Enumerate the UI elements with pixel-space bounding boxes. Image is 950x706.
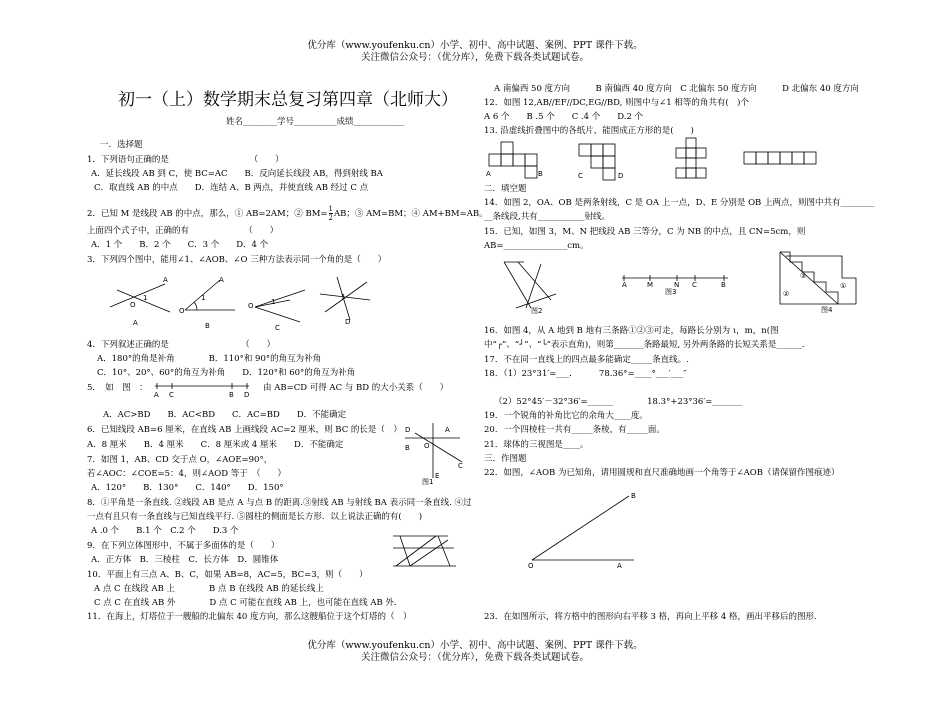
q10-stem: 10．平面上有三点 A、B、C，如果 AB=8，AC=5，BC=3，则（ ） — [87, 570, 368, 580]
q11-options: A 南偏西 50 度方向 B 南偏西 40 度方向 C 北偏东 50 度方向 D 北偏东 40 度方向 — [494, 84, 859, 94]
q22-angle-figure — [524, 488, 654, 570]
footer-line-1: 优分库（www.youfenku.cn）小学、初中、高中试题、案例、PPT 课件下载。 — [307, 640, 643, 651]
q9-options: A．正方体 B．三棱柱 C．长方体 D．圆锥体 — [91, 555, 279, 565]
figure-2 — [496, 256, 566, 316]
page-title: 初一（上）数学期末总复习第四章（北师大） — [118, 90, 458, 110]
figure-3 — [620, 272, 732, 294]
q16-line2: 中“┌”、“┘”、“└”表示直角)，则第_______条路最短, 另外两条路的长短关系是______. — [484, 340, 805, 350]
q14-line2: __条线段,共有___________射线。 — [484, 212, 610, 222]
q8-stem: 8．①平角是一条直线. ②线段 AB 是点 A 与点 B 的距离.③射线 AB 与射线 BA 表示同一条直线. ④过 — [87, 498, 472, 508]
q20-stem: 20．一个四棱柱一共有_____条棱，有_____面。 — [484, 425, 665, 435]
q1-stem: 1．下列语句正确的是 （ ） — [87, 155, 284, 165]
fig3-point-n: N — [674, 281, 680, 289]
q11-stem: 11．在海上，灯塔位于一艘船的北偏东 40 度方向，那么这艘船位于这个灯塔的（ ） — [87, 612, 412, 622]
q21-stem: 21．球体的三视图是____。 — [484, 440, 589, 450]
q3-fig-c-label-1: 1 — [271, 298, 276, 306]
q12-figure — [388, 532, 460, 574]
section-drawing: 三．作图题 — [484, 454, 527, 464]
q2-line2: 上面四个式子中，正确的有 （ ） — [87, 226, 279, 236]
fig3-point-c: C — [692, 281, 697, 289]
q12-options: A 6 个 B .5 个 C .4 个 D.2 个 — [484, 112, 644, 122]
svg-text:①: ① — [840, 282, 847, 290]
footer-line-2: 关注微信公众号：（优分库），免费下载各类试题试卷。 — [360, 652, 589, 663]
q3-label-a: A — [133, 319, 138, 327]
q10-options-b: C 点 C 在直线 AB 外 D 点 C 可能在直线 AB 上，也可能在直线 AB 外． — [94, 598, 403, 608]
q8-line2: 一点有且只有一条直线与已知直线平行. ⑤圆柱的侧面是长方形．以上说法正确的有( ) — [87, 512, 423, 522]
q3-figure-c — [248, 290, 305, 332]
q10-options-a: A 点 C 在线段 AB 上 B 点 B 在线段 AB 的延长线上 — [94, 584, 324, 594]
section-choice: 一．选择题 — [100, 140, 143, 150]
q3-fig-b-label-o: O — [179, 307, 185, 315]
q3-fig-a-label-1: 1 — [143, 294, 148, 302]
q4-options-a: A．180°的角是补角 B．110°和 90°的角互为补角 — [97, 354, 322, 364]
q14-stem: 14．如图 2，OA、OB 是两条射线，C 是 OA 上一点，D、E 分别是 OB 上两点，则图中共有________ — [484, 198, 875, 208]
q7-options: A．120° B．130° C．140° D．150° — [91, 483, 284, 493]
q7-figure-1 — [400, 418, 470, 486]
q5-point-a: A — [154, 391, 159, 399]
fig22-point-o: O — [528, 562, 534, 570]
q13-net-d — [676, 138, 706, 178]
q5-stem-b: 由 AB=CD 可得 AC 与 BD 的大小关系（ ） — [263, 383, 449, 393]
fig4-caption: 图4 — [821, 306, 833, 314]
q5-stem-a: 5． 如 图 ： — [87, 383, 148, 393]
fig1-point-b: B — [405, 444, 410, 452]
q3-fig-a-label-a: A — [163, 276, 168, 284]
q5-point-c: C — [169, 391, 174, 399]
q3-figure-d — [320, 277, 370, 326]
fig22-point-a: A — [617, 562, 622, 570]
q16-stem: 16．如图 4，从 A 地到 B 地有三条路①②③可走，每路长分别为 ι，m，n(图 — [484, 326, 779, 336]
q2-stem: 2．已知 M 是线段 AB 的中点，那么，① AB=2AM；② BM= $\frac{1}{2}$ AB；③ AM=BM；④ AM+BM=AB。 — [87, 205, 488, 222]
q3-label-d: D — [345, 318, 351, 326]
q17-stem: 17．不在同一直线上的四点最多能确定_____条直线。. — [484, 355, 689, 365]
q13-label-c: C — [578, 172, 583, 180]
fig22-point-b: B — [631, 492, 636, 500]
q13-net-a — [486, 142, 543, 178]
fig1-point-a: A — [445, 426, 450, 434]
q6-stem: 6．已知线段 AB=6 厘米，在直线 AB 上画线段 AC=2 厘米，则 BC 的长是（ ） — [87, 425, 402, 435]
fig3-point-m: M — [647, 281, 654, 289]
q19-stem: 19．一个锐角的补角比它的余角大____度。 — [484, 411, 648, 421]
q1-options-b: C．取直线 AB 的中点 D．连结 A、B 两点，并使直线 AB 经过 C 点 — [94, 183, 369, 193]
q13-label-d: D — [618, 172, 624, 180]
q3-fig-d-label-1: 1 — [341, 293, 346, 301]
q12-stem: 12．如图 12,AB//EF//DC,EG//BD, 则图中与∠1 相等的角共有( )个 — [484, 98, 749, 108]
fig2-caption: 图2 — [531, 307, 543, 315]
q4-options-b: C．10°、20°、60°的角互为补角 D．120°和 60°的角互为补角 — [97, 368, 356, 378]
q7-line2: 若∠AOC：∠COE=5：4，则∠AOD 等于 （ ） — [87, 469, 286, 479]
fig1-point-e: E — [435, 472, 440, 480]
q3-figure-a — [110, 276, 170, 327]
q13-stem: 13. 沿虚线折叠图中的各纸片，能围成正方形的是( ) — [484, 126, 694, 136]
fig3-point-b: B — [721, 281, 726, 289]
fig3-caption: 图3 — [665, 288, 677, 296]
q3-stem: 3．下列四个图中，能用∠1、∠AOB、∠O 三种方法表示同一个角的是（ ） — [87, 255, 387, 265]
q3-fig-c-label-o: O — [248, 302, 254, 310]
q18-stem: 18．（1）23°31′=___． 78.36°=____°___′___″ — [484, 369, 687, 379]
q3-fig-a-label-o: O — [130, 301, 136, 309]
q9-stem: 9．在下列立体图形中，不属于多面体的是（ ） — [87, 541, 280, 551]
header-line-2: 关注微信公众号：（优分库），免费下载各类试题试卷。 — [360, 52, 589, 63]
q15-line2: AB=_______________cm。 — [484, 241, 589, 251]
q5-segment-figure — [152, 380, 252, 398]
q3-label-c: C — [275, 324, 280, 332]
q8-options: A .0 个 B.1 个 C.2 个 D.3 个 — [91, 526, 239, 536]
fig1-point-c: C — [458, 462, 463, 470]
q13-label-a: A — [486, 170, 491, 178]
q23-stem: 23．在如图所示，将方格中的图形向右平移 3 格，再向上平移 4 格，画出平移后的图形. — [484, 612, 817, 622]
q2-frac-den: 2 — [328, 214, 334, 222]
name-line: 姓名________学号__________成绩____________ — [226, 117, 405, 127]
q13-net-c — [578, 144, 623, 180]
q2-options: A．1 个 B．2 个 C．3 个 D．4 个 — [91, 240, 269, 250]
q1-options-a: A．延长线段 AB 到 C，使 BC=AC B．反向延长线段 AB，得到射线 BA — [91, 169, 383, 179]
q7-stem: 7．如图 1，AB、CD 交于点 O，∠AOE=90°， — [87, 455, 273, 465]
q5-options: A．AC>BD B．AC<BD C．AC=BD D．不能确定 — [103, 410, 347, 420]
q5-point-b: B — [229, 391, 234, 399]
q3-fig-b-label-a: A — [219, 276, 224, 284]
q5-point-d: D — [244, 391, 250, 399]
q3-figures — [105, 272, 375, 332]
q18-part2: （2）52°45′－32°36′=______ 18.3°+23°36′=_______ — [494, 397, 743, 407]
q15-stem: 15．已知，如图 3，M、N 把线段 AB 三等分，C 为 NB 的中点，且 CN=5cm，则 — [484, 227, 806, 237]
section-fill: 二．填空题 — [484, 184, 527, 194]
q3-fig-b-label-1: 1 — [201, 294, 206, 302]
svg-text:③: ③ — [800, 272, 807, 280]
q6-options: A．8 厘米 B．4 厘米 C．8 厘米或 4 厘米 D．不能确定 — [87, 440, 344, 450]
q3-figure-b — [179, 276, 235, 330]
q13-nets — [484, 138, 844, 190]
q2-frac-num: 1 — [328, 205, 334, 213]
q3-label-b: B — [205, 322, 210, 330]
q13-label-b: B — [538, 170, 543, 178]
q22-stem: 22．如图，∠AOB 为已知角，请用圆规和直尺准确地画一个角等于∠AOB（请保留作图痕迹） — [484, 468, 840, 478]
svg-text:②: ② — [783, 290, 790, 298]
q4-stem: 4．下列叙述正确的是 （ ） — [87, 340, 276, 350]
fig1-caption: 图1 — [422, 478, 434, 486]
header-line-1: 优分库（www.youfenku.cn）小学、初中、高中试题、案例、PPT 课件下载。 — [307, 40, 643, 51]
fig1-point-d: D — [405, 426, 411, 434]
figure-4 — [776, 248, 868, 318]
fig1-point-o: O — [424, 442, 430, 450]
q13-net-e — [744, 152, 816, 164]
fig3-point-a: A — [622, 281, 627, 289]
